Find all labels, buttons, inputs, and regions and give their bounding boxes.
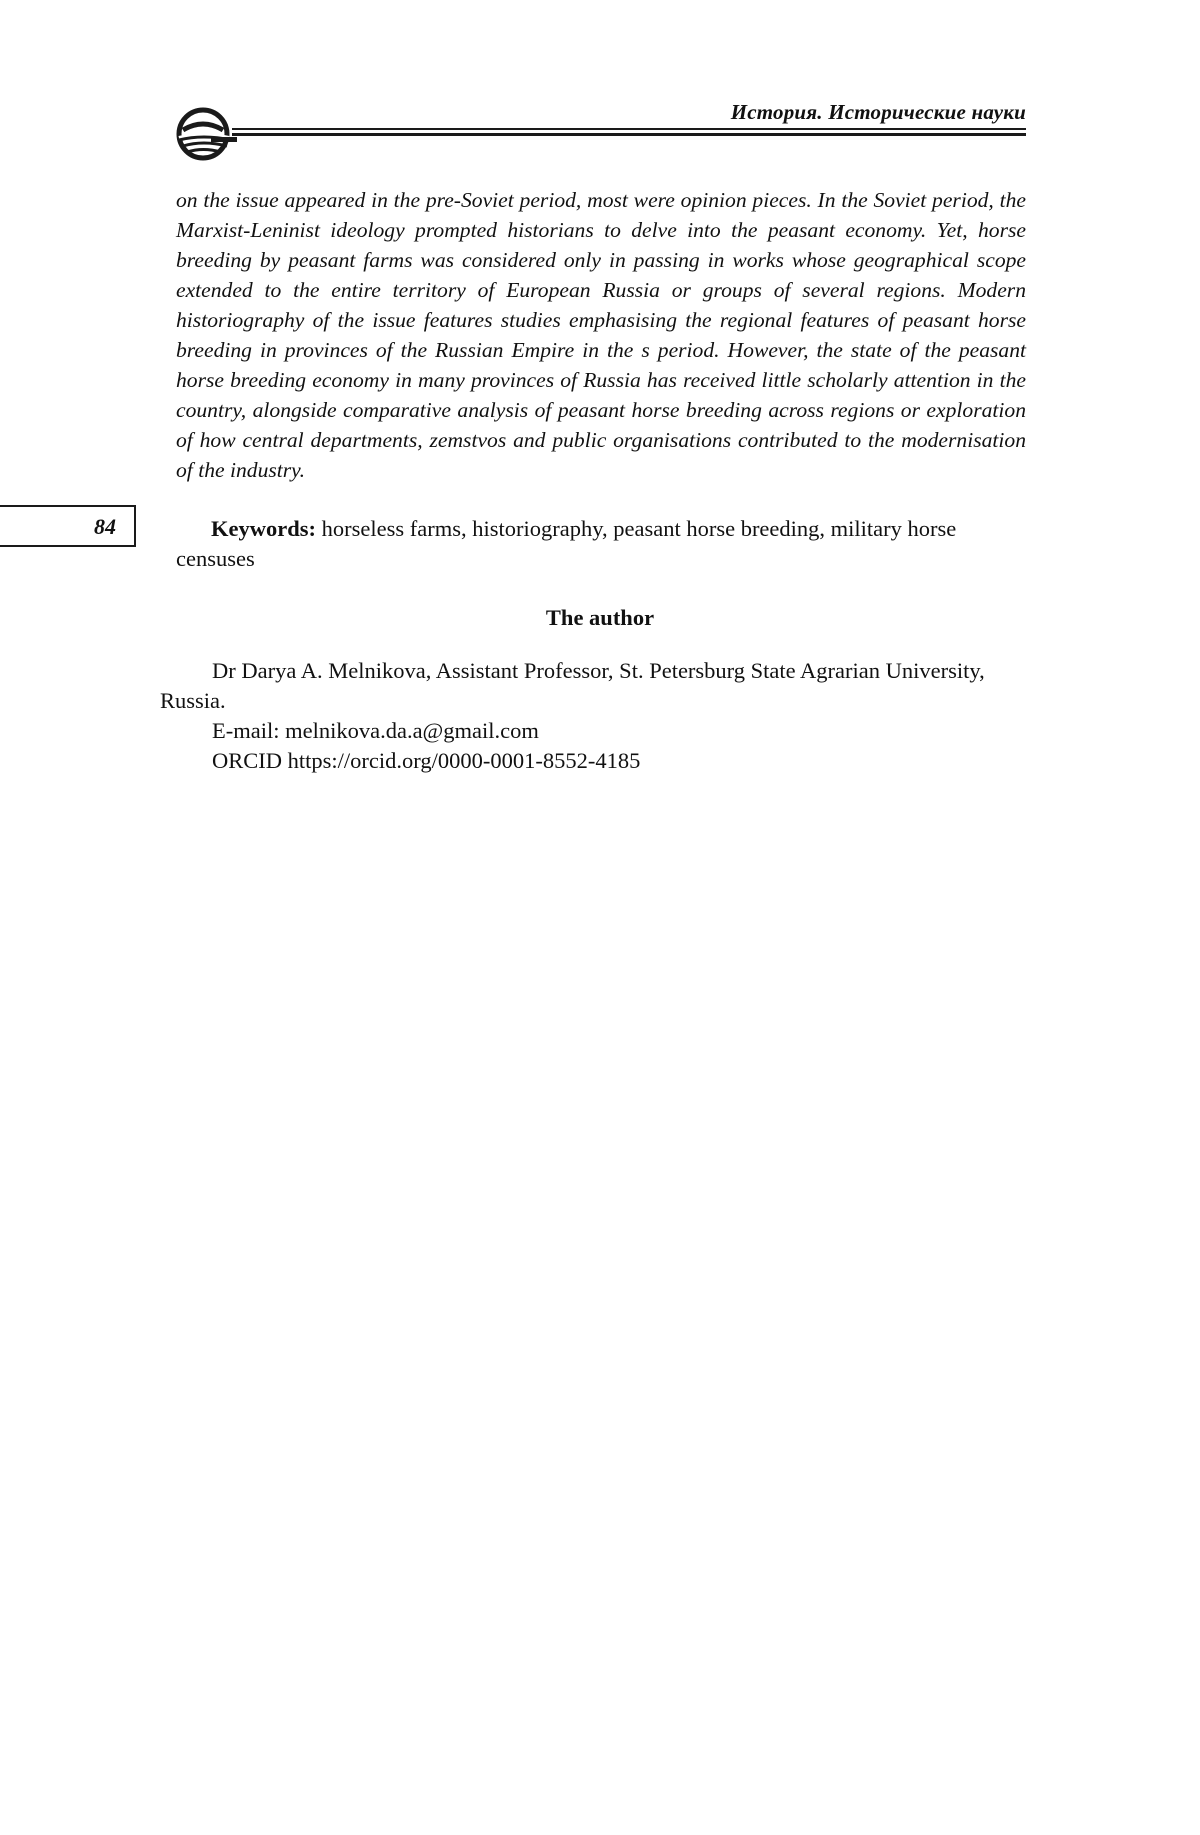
header-rule-thin [232, 128, 1026, 130]
author-heading: The author [545, 605, 655, 630]
keywords-text: horseless farms, historiography, peasant horse breeding, military horse censuses [176, 516, 957, 571]
abstract-text: on the issue appeared in the pre-Soviet period, most were opinion pieces. In the Soviet period, the Marxist-Leninist ideology prompted historians to delve into the peasant economy. Yet, horse breeding by peasant farms was considered only in passing in works whose geographical scope extended to the entire territory of European Russia or groups of several regions. Modern historiography of the issue features studies emphasising the regional features of peasant horse breeding in provinces of the Russian Empire in the s period. However, the state of the peasant horse breeding economy in many provinces of Russia has received little scholarly attention in the country, alongside comparative analysis of peasant horse breeding across regions or exploration of how central departments, zemstvos and public organisations contributed to the modernisation of the industry. [176, 188, 1026, 482]
journal-logo-icon [173, 104, 237, 164]
page-number: 84 [94, 514, 116, 539]
page-number-box [0, 505, 136, 547]
keywords-paragraph [176, 514, 1026, 574]
header-rule-thick [232, 133, 1026, 136]
author-orcid: ORCID https://orcid.org/0000-0001-8552-4185 [212, 748, 641, 773]
journal-section-title: История. Исторические науки [730, 100, 1026, 124]
keywords-label: Keywords: [211, 516, 316, 541]
author-bio: Dr Darya A. Melnikova, Assistant Professor, St. Petersburg State Agrarian University, Russia. [160, 658, 985, 713]
header-rule [232, 128, 1026, 137]
author-email: E-mail: melnikova.da.a@gmail.com [212, 718, 539, 743]
